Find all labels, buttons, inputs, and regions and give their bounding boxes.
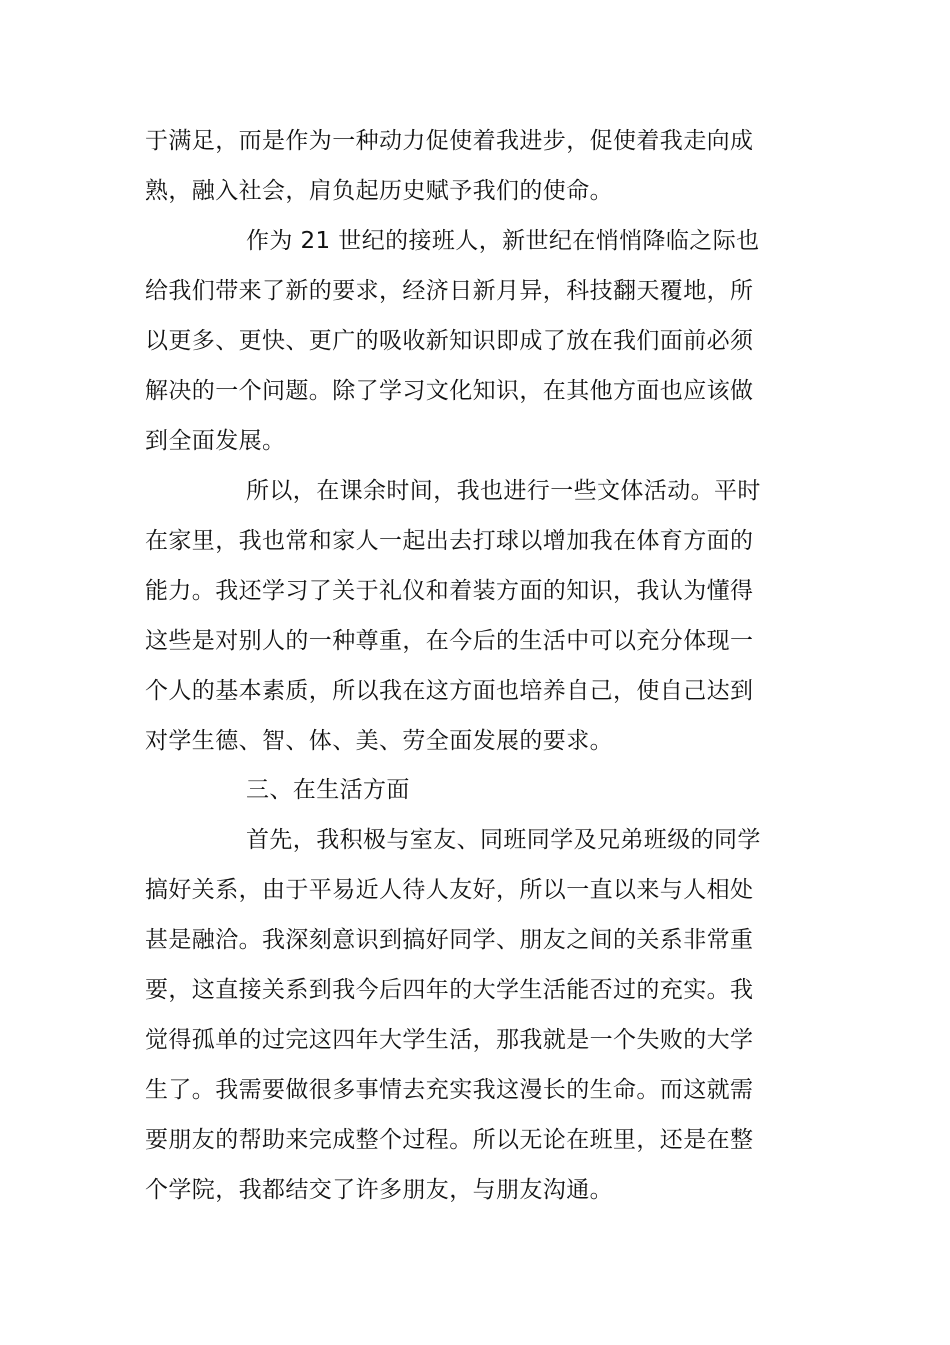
text-line: 到全面发展。	[145, 428, 286, 454]
text-line: 生了。我需要做很多事情去充实我这漫长的生命。而这就需	[145, 1077, 754, 1103]
text-line: 给我们带来了新的要求，经济日新月异，科技翻天覆地，所	[145, 278, 754, 304]
text-line: 觉得孤单的过完这四年大学生活，那我就是一个失败的大学	[145, 1027, 754, 1053]
text-line: 能力。我还学习了关于礼仪和着装方面的知识，我认为懂得	[145, 578, 754, 604]
paragraph-start-line: 首先，我积极与室友、同班同学及兄弟班级的同学	[246, 827, 761, 853]
text-line: 甚是融洽。我深刻意识到搞好同学、朋友之间的关系非常重	[145, 927, 754, 953]
text-line: 要，这直接关系到我今后四年的大学生活能否过的充实。我	[145, 977, 754, 1003]
text-line: 以更多、更快、更广的吸收新知识即成了放在我们面前必须	[145, 328, 754, 354]
section-heading: 三、在生活方面	[246, 777, 410, 803]
text-line: 要朋友的帮助来完成整个过程。所以无论在班里，还是在整	[145, 1127, 754, 1153]
text-line: 个学院，我都结交了许多朋友，与朋友沟通。	[145, 1177, 613, 1203]
text-line: 于满足，而是作为一种动力促使着我进步，促使着我走向成	[145, 128, 754, 154]
text-line: 搞好关系，由于平易近人待人友好，所以一直以来与人相处	[145, 877, 754, 903]
text-line: 对学生德、智、体、美、劳全面发展的要求。	[145, 728, 613, 754]
text-line: 解决的一个问题。除了学习文化知识，在其他方面也应该做	[145, 378, 754, 404]
text-line: 在家里，我也常和家人一起出去打球以增加我在体育方面的	[145, 528, 754, 554]
paragraph-start-line: 作为 21 世纪的接班人，新世纪在悄悄降临之际也	[246, 228, 760, 254]
text-line: 熟，融入社会，肩负起历史赋予我们的使命。	[145, 178, 613, 204]
paragraph-start-line: 所以，在课余时间，我也进行一些文体活动。平时	[246, 478, 761, 504]
text-line: 这些是对别人的一种尊重，在今后的生活中可以充分体现一	[145, 628, 754, 654]
text-line: 个人的基本素质，所以我在这方面也培养自己，使自己达到	[145, 678, 754, 704]
